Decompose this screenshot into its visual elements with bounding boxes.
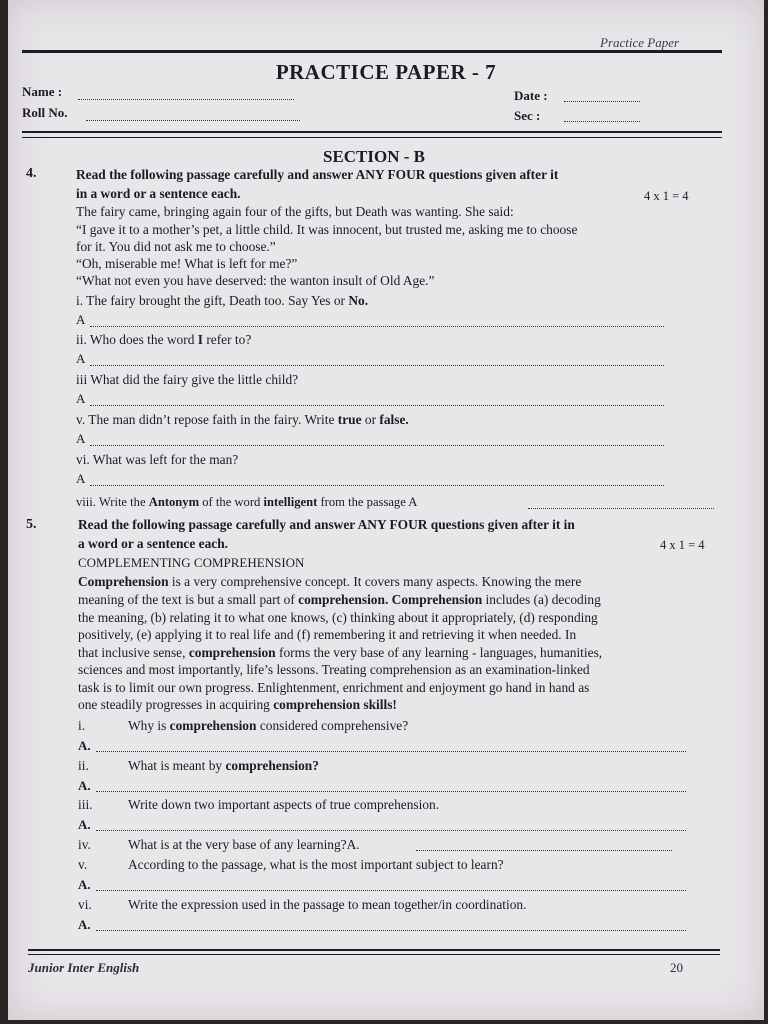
q4-question-2-bold: I xyxy=(197,332,203,347)
q5-question-number: iii. xyxy=(78,797,93,812)
q4-instruction-1: Read the following passage carefully and answer ANY FOUR questions given after it xyxy=(76,167,559,182)
q4-question-4-bold-2: false. xyxy=(379,412,409,427)
q5-question-1-bold: comprehension xyxy=(169,718,257,733)
q5-passage-line: the meaning, (b) relating it to what one knows, (c) thinking about it appropriately, (d) responding xyxy=(78,610,598,625)
q5-passage-bold: comprehension xyxy=(188,645,276,660)
q4-question-6-text: viii. Write the xyxy=(76,495,149,509)
page-number: 20 xyxy=(670,960,683,975)
q5-passage-text: is a very comprehensive concept. It covers many aspects. Knowing the mere xyxy=(168,574,582,589)
q4-question-4-bold: true xyxy=(337,412,362,427)
q5-answer-2-line[interactable] xyxy=(96,791,686,792)
q5-question-4: What is at the very base of any learning?A. xyxy=(128,837,360,852)
q4-answer-4-line[interactable] xyxy=(90,445,664,446)
exam-page xyxy=(8,0,764,1020)
roll-label: Roll No. xyxy=(22,105,68,120)
q4-answer-label: A xyxy=(76,431,86,446)
q5-number: 5. xyxy=(26,517,37,532)
page-title: PRACTICE PAPER - 7 xyxy=(275,60,497,84)
q5-passage-line xyxy=(78,645,602,661)
q5-question-1-post: considered comprehensive? xyxy=(256,718,409,733)
q4-question-5: vi. What was left for the man? xyxy=(76,452,239,467)
q5-question-2-bold: comprehension? xyxy=(225,758,319,773)
q5-passage-bold: comprehension. xyxy=(298,592,389,607)
q5-question-number: iv. xyxy=(78,837,91,852)
q5-question-number: v. xyxy=(78,857,88,872)
q4-question-6-bold-2: intelligent xyxy=(263,495,318,509)
q4-marks: 4 x 1 = 4 xyxy=(644,189,689,203)
running-header: Practice Paper xyxy=(600,35,680,50)
q5-passage-text: includes (a) decoding xyxy=(482,592,601,607)
q5-question-2-text: What is meant by xyxy=(128,758,226,773)
q4-answer-label: A xyxy=(76,312,86,327)
q5-passage-bold: Comprehension xyxy=(391,592,483,607)
q4-answer-label: A xyxy=(76,471,86,486)
q4-question-1 xyxy=(76,293,368,309)
q4-question-2 xyxy=(76,332,251,348)
q4-question-6-post: from the passage A xyxy=(317,495,418,509)
q5-passage-text: that inclusive sense, xyxy=(78,645,189,660)
q5-passage-line: task is to limit our own progress. Enlightenment, enrichment and enjoyment go hand in hand as xyxy=(78,680,590,695)
q5-answer-6-line[interactable] xyxy=(96,930,686,931)
q4-answer-label: A xyxy=(76,351,86,366)
footer-rule xyxy=(28,949,720,951)
q5-question-5: According to the passage, what is the most important subject to learn? xyxy=(128,857,504,872)
q4-question-6 xyxy=(76,495,417,510)
q5-passage-text: forms the very base of any learning - languages, humanities, xyxy=(275,645,603,660)
q5-passage-text: one steadily progresses in acquiring xyxy=(78,697,274,712)
name-label: Name : xyxy=(22,84,63,99)
q5-question-1-text: Why is xyxy=(128,718,170,733)
q5-marks: 4 x 1 = 4 xyxy=(660,538,705,552)
q5-question-6: Write the expression used in the passage to mean together/in coordination. xyxy=(128,897,527,912)
header-rule xyxy=(22,50,722,53)
q4-passage-line: “Oh, miserable me! What is left for me?” xyxy=(76,256,298,271)
q5-answer-label: A. xyxy=(78,738,91,753)
q4-answer-label: A xyxy=(76,391,86,406)
q5-question-number: i. xyxy=(78,718,86,733)
q5-question-2 xyxy=(128,758,319,774)
q5-passage-line xyxy=(78,574,581,590)
q4-number: 4. xyxy=(26,166,37,181)
q5-answer-label: A. xyxy=(78,877,91,892)
q4-question-1-bold: No. xyxy=(348,293,369,308)
header-rule-lower-1 xyxy=(22,131,722,133)
q5-answer-4-line[interactable] xyxy=(416,850,672,851)
q5-passage-title: COMPLEMENTING COMPREHENSION xyxy=(78,555,305,570)
q5-passage-bold: Comprehension xyxy=(78,574,169,589)
q5-answer-1-line[interactable] xyxy=(96,751,686,752)
q4-answer-6-line[interactable] xyxy=(528,508,714,509)
q5-question-number: vi. xyxy=(78,897,92,912)
q5-passage-line: positively, (e) applying it to real life and (f) remembering it and retrieving it when needed. In xyxy=(78,627,577,642)
header-rule-lower-2 xyxy=(22,137,722,138)
q5-question-1 xyxy=(128,718,408,734)
q4-question-2-text: ii. Who does the word xyxy=(76,332,198,347)
q4-passage-line: “I gave it to a mother’s pet, a little child. It was innocent, but trusted me, asking me to choose xyxy=(76,222,578,237)
q4-answer-3-line[interactable] xyxy=(90,405,664,406)
q5-answer-label: A. xyxy=(78,817,91,832)
q5-question-number: ii. xyxy=(78,758,89,773)
name-field[interactable] xyxy=(78,99,294,100)
q5-passage-line xyxy=(78,697,397,713)
q4-question-1-text: i. The fairy brought the gift, Death too. Say Yes or xyxy=(76,293,349,308)
q4-passage-line: “What not even you have deserved: the wanton insult of Old Age.” xyxy=(76,273,435,288)
footer-book-title: Junior Inter English xyxy=(28,960,140,975)
date-label: Date : xyxy=(514,88,548,103)
q4-question-4-post: or xyxy=(361,412,380,427)
q4-instruction-2: in a word or a sentence each. xyxy=(76,186,241,201)
sec-label: Sec : xyxy=(514,108,541,123)
q5-passage-bold: comprehension skills! xyxy=(273,697,397,712)
q4-passage-line: for it. You did not ask me to choose.” xyxy=(76,239,276,254)
q4-question-6-mid: of the word xyxy=(199,495,264,509)
q5-passage-line xyxy=(78,592,601,608)
q5-passage-line: sciences and most importantly, life’s lessons. Treating comprehension as an examination-linked xyxy=(78,662,590,677)
section-title: SECTION - B xyxy=(322,147,426,166)
q4-question-4-text: v. The man didn’t repose faith in the fairy. Write xyxy=(76,412,338,427)
q5-answer-3-line[interactable] xyxy=(96,830,686,831)
q5-instruction-2: a word or a sentence each. xyxy=(78,536,228,551)
q4-question-6-bold: Antonym xyxy=(148,495,200,509)
q5-question-3: Write down two important aspects of true comprehension. xyxy=(128,797,440,812)
q5-answer-label: A. xyxy=(78,917,91,932)
q4-passage-line: The fairy came, bringing again four of the gifts, but Death was wanting. She said: xyxy=(76,204,514,219)
q4-answer-1-line[interactable] xyxy=(90,326,664,327)
roll-field[interactable] xyxy=(86,120,300,121)
q4-question-4 xyxy=(76,412,409,428)
q4-question-3: iii What did the fairy give the little child? xyxy=(76,372,299,387)
q4-answer-5-line[interactable] xyxy=(90,485,664,486)
footer-rule-2 xyxy=(28,954,720,955)
q5-instruction-1: Read the following passage carefully and answer ANY FOUR questions given after it in xyxy=(78,517,575,532)
sec-field[interactable] xyxy=(564,121,640,122)
q5-passage-text: meaning of the text is but a small part of xyxy=(78,592,299,607)
q4-answer-2-line[interactable] xyxy=(90,365,664,366)
q5-answer-5-line[interactable] xyxy=(96,890,686,891)
q5-answer-label: A. xyxy=(78,778,91,793)
date-field[interactable] xyxy=(564,101,640,102)
q4-question-2-post: refer to? xyxy=(202,332,252,347)
